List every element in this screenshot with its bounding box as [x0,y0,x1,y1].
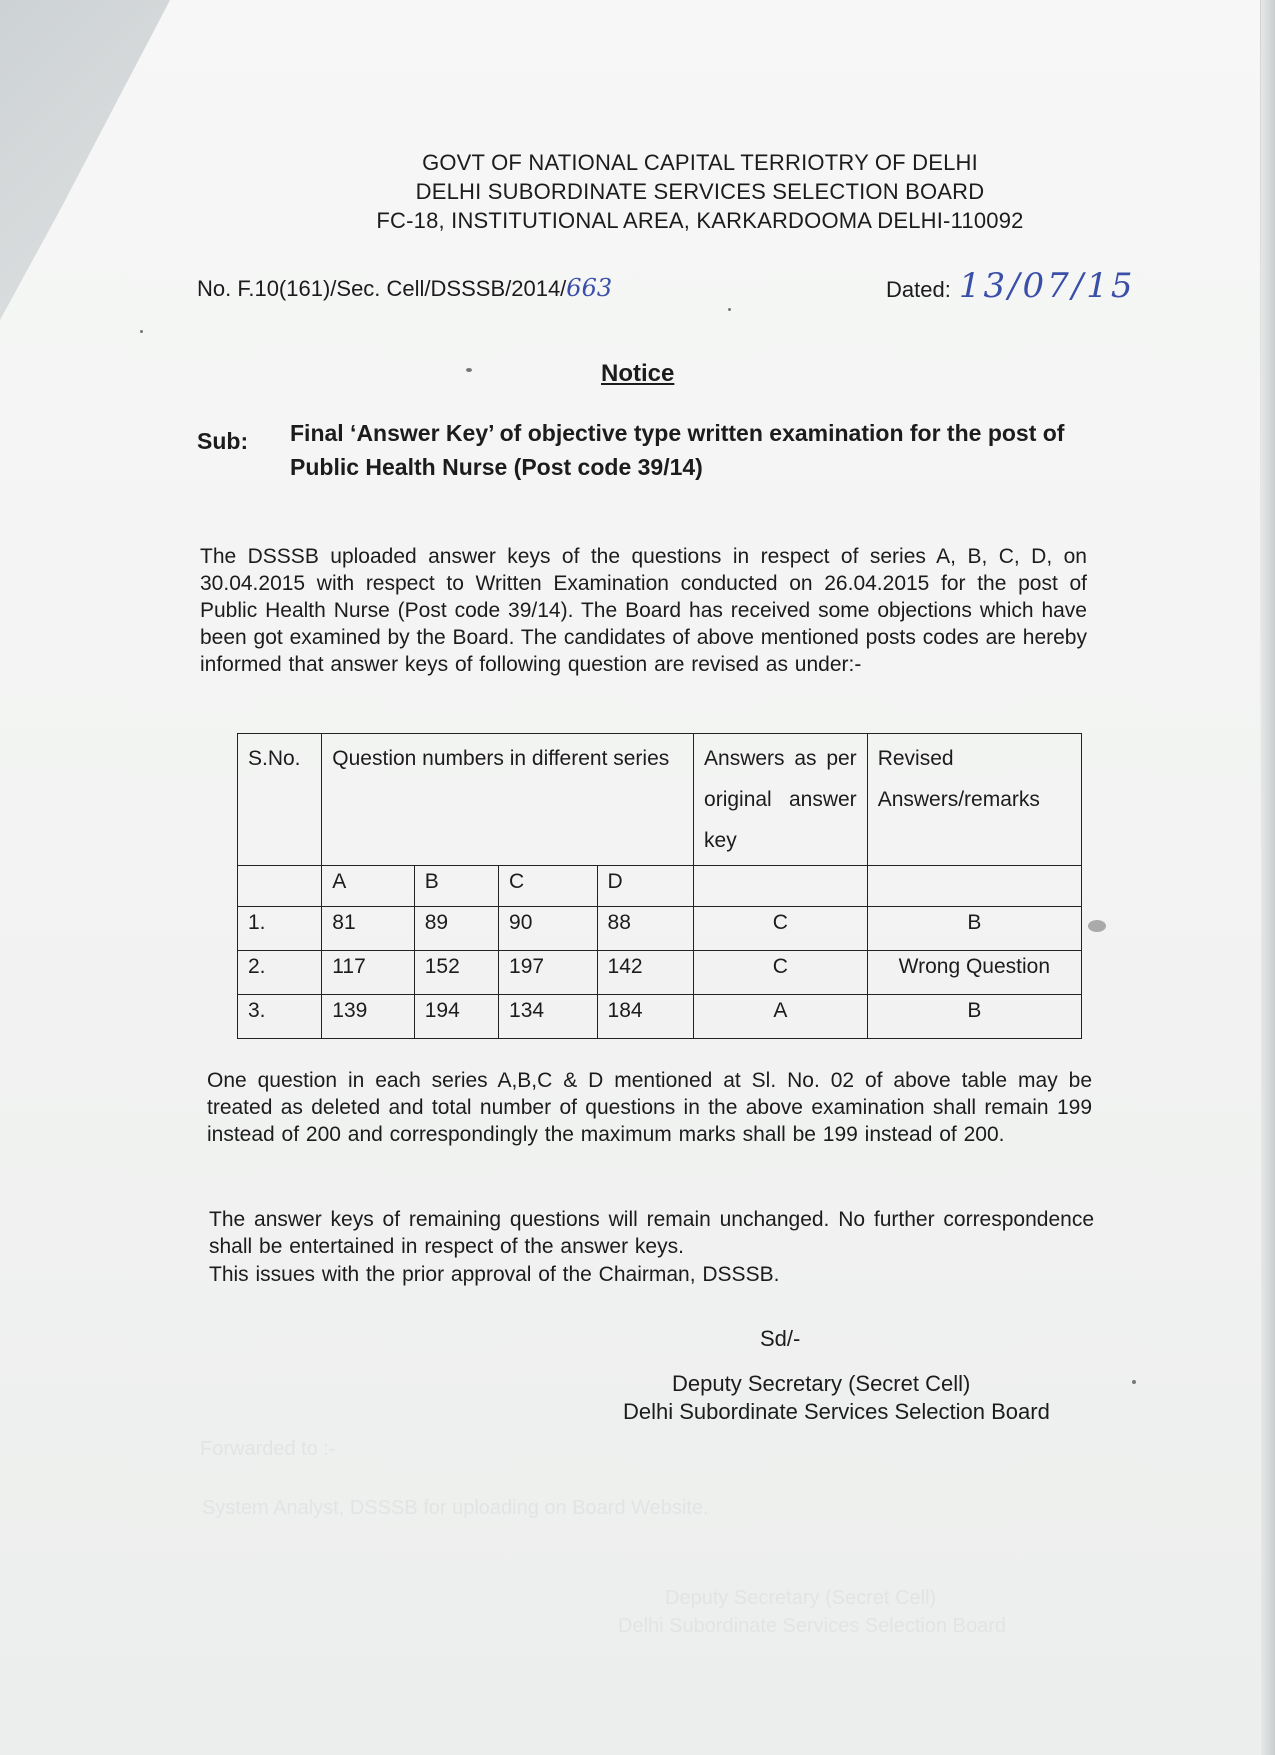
header-board: DELHI SUBORDINATE SERVICES SELECTION BOARD [415,179,985,204]
series-header-row [238,866,1082,907]
cell-series-d: 88 [597,907,693,951]
unchanged-answers-paragraph: The answer keys of remaining questions will remain unchanged. No further correspondence shall be entertained in respect of the answer keys. [209,1208,1094,1258]
intro-paragraph: The DSSSB uploaded answer keys of the questions in respect of series A, B, C, D, on 30.04.2015 with respect to Written Examination conducted on 26.04.2015 for the post of Public Health Nurse (Post code 39/14). The Board has received some objections which have been got examined by the Board. The candidates of above mentioned posts codes are hereby informed that answer keys of following question are revised as under:- [200,545,1087,676]
scan-speck [728,308,731,311]
faint-forwarded-to: Forwarded to :- [200,1438,336,1460]
cell-series-d: 184 [597,995,693,1039]
header-address: FC-18, INSTITUTIONAL AREA, KARKARDOOMA DELHI-110092 [376,208,1024,233]
reference-number [197,274,612,302]
approval-paragraph: This issues with the prior approval of the Chairman, DSSSB. [209,1263,780,1286]
cell-series-b: 152 [414,951,498,995]
scan-speck [1132,1380,1136,1384]
subject-label: Sub: [197,428,249,454]
cell-sno: 2. [238,951,322,995]
header-sno: S.No. [238,734,322,866]
signature-designation: Deputy Secretary (Secret Cell) [672,1371,971,1396]
table-header-row [238,734,1082,866]
series-blank-cell [694,866,868,907]
scan-speck [1088,920,1106,932]
header-question-numbers: Question numbers in different series [322,734,694,866]
header-revised: Revised Answers/remarks [867,734,1081,866]
scan-speck [466,368,472,372]
series-c-header: C [499,866,598,907]
cell-series-a: 81 [322,907,414,951]
cell-series-d: 142 [597,951,693,995]
answer-key-table [237,733,1082,1039]
table-row [238,907,1082,951]
series-blank-cell [238,866,322,907]
signature-organisation: Delhi Subordinate Services Selection Board [623,1399,1050,1424]
cell-series-a: 139 [322,995,414,1039]
scan-speck [140,330,143,333]
faint-designation: Deputy Secretary (Secret Cell) [665,1587,937,1609]
series-blank-cell [867,866,1081,907]
dated-handwritten: 13/07/15 [958,266,1136,306]
series-d-header: D [597,866,693,907]
reference-number-prefix: No. F.10(161)/Sec. Cell/DSSSB/2014/ [197,276,567,301]
deleted-question-paragraph: One question in each series A,B,C & D mentioned at Sl. No. 02 of above table may be treated as deleted and total number of questions in the above examination shall remain 199 instead of 200 and correspondingly the maximum marks shall be 199 instead of 200. [207,1069,1092,1146]
table-row [238,951,1082,995]
cell-series-c: 90 [499,907,598,951]
dated-label: Dated: [886,277,951,302]
series-a-header: A [322,866,414,907]
cell-series-b: 194 [414,995,498,1039]
header-govt: GOVT OF NATIONAL CAPITAL TERRIOTRY OF DELHI [422,150,978,175]
cell-original-answer: A [694,995,868,1039]
faint-system-analyst: System Analyst, DSSSB for uploading on Board Website. [202,1497,709,1519]
cell-revised-answer: B [867,907,1081,951]
faint-organisation: Delhi Subordinate Services Selection Board [618,1615,1006,1637]
cell-original-answer: C [694,951,868,995]
cell-revised-answer: B [867,995,1081,1039]
subject-text: Final ‘Answer Key’ of objective type written examination for the post of Public Health Nurse (Post code 39/14) [290,420,1065,480]
header-original-answers: Answers as per original answer key [694,734,868,866]
signature-sd: Sd/- [760,1326,801,1351]
cell-series-c: 134 [499,995,598,1039]
page-edge-shadow [1261,0,1275,1755]
cell-sno: 3. [238,995,322,1039]
cell-original-answer: C [694,907,868,951]
cell-sno: 1. [238,907,322,951]
cell-revised-answer: Wrong Question [867,951,1081,995]
cell-series-a: 117 [322,951,414,995]
table-row [238,995,1082,1039]
cell-series-c: 197 [499,951,598,995]
notice-title: Notice [601,360,675,387]
series-b-header: B [414,866,498,907]
dated [886,266,1136,306]
reference-number-handwritten: 663 [566,274,613,302]
cell-series-b: 89 [414,907,498,951]
